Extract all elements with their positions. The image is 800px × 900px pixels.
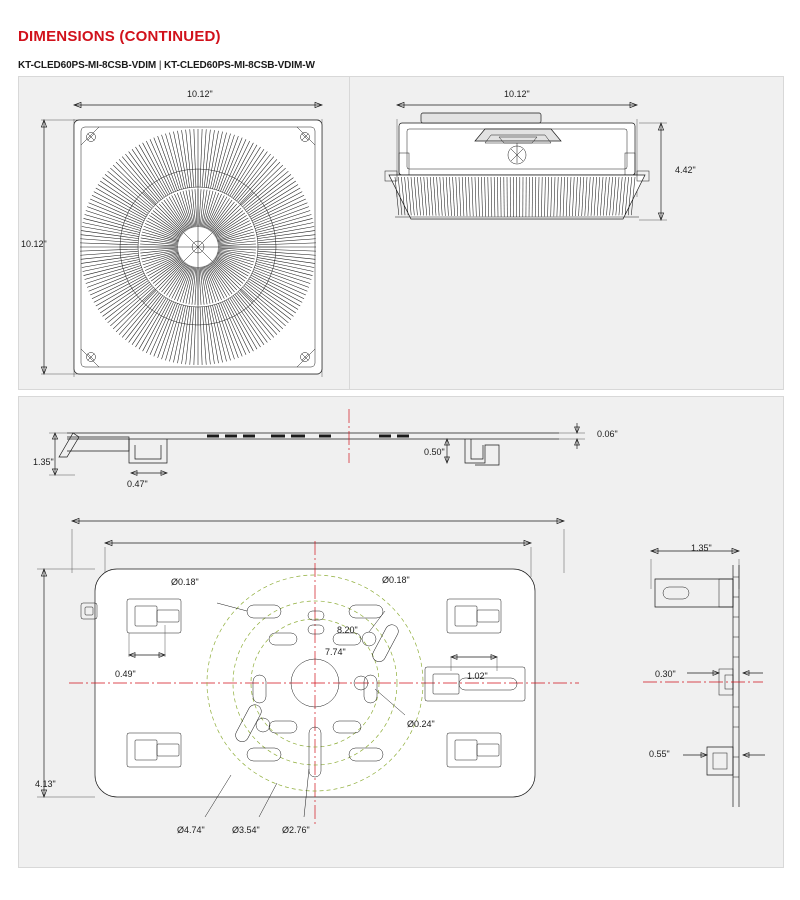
plate-side-view-drawing xyxy=(623,507,783,867)
plate-edge-view-drawing xyxy=(19,397,783,517)
model-number-2: KT-CLED60PS-MI-8CSB-VDIM-W xyxy=(164,60,315,71)
dim-side-height: 4.42" xyxy=(675,165,696,175)
dim-side-width: 10.12" xyxy=(504,89,530,99)
dim-plate-inner-width: 7.74" xyxy=(325,647,346,657)
dim-top-height: 10.12" xyxy=(21,239,47,249)
callout-hole-018-right: Ø0.18" xyxy=(382,575,410,585)
panel-mounting-plate xyxy=(18,396,784,868)
callout-bolt-circle-474: Ø4.74" xyxy=(177,825,205,835)
dim-slot-width: 1.02" xyxy=(467,671,488,681)
page-title-continued: (CONTINUED) xyxy=(119,28,221,45)
dim-plate-offset: 0.50" xyxy=(424,447,445,457)
callout-bolt-circle-276: Ø2.76" xyxy=(282,825,310,835)
panel-fixture-views xyxy=(18,76,784,390)
bottom-view-drawing xyxy=(19,77,349,389)
dim-plate-overall-width: 8.20" xyxy=(337,625,358,635)
model-separator: | xyxy=(158,60,162,71)
dim-plate-edge-width: 0.47" xyxy=(127,479,148,489)
dim-plate-height: 4.13" xyxy=(35,779,56,789)
side-view-drawing xyxy=(349,77,783,389)
page-title-main: DIMENSIONS xyxy=(18,28,116,45)
callout-hole-018-left: Ø0.18" xyxy=(171,577,199,587)
callout-hole-024: Ø0.24" xyxy=(407,719,435,729)
dim-side-boss-offset: 0.30" xyxy=(655,669,676,679)
dim-bracket-width: 0.49" xyxy=(115,669,136,679)
dim-plate-thickness: 0.06" xyxy=(597,429,618,439)
page-title xyxy=(18,28,221,45)
model-numbers xyxy=(18,60,315,71)
plate-plan-view-drawing xyxy=(19,507,639,867)
dim-side-bracket-width: 1.35" xyxy=(691,543,712,553)
model-number-1: KT-CLED60PS-MI-8CSB-VDIM xyxy=(18,60,157,71)
dim-side-lower-offset: 0.55" xyxy=(649,749,670,759)
dim-plate-edge-height: 1.35" xyxy=(33,457,54,467)
dim-top-width: 10.12" xyxy=(187,89,213,99)
callout-bolt-circle-354: Ø3.54" xyxy=(232,825,260,835)
